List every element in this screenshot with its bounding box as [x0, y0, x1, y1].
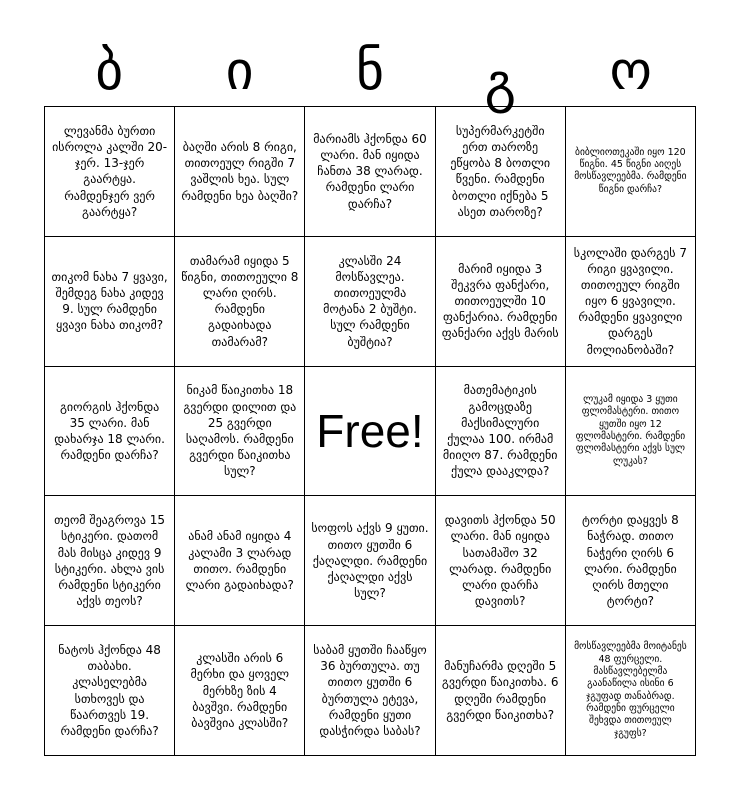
bingo-cell: ლუკამ იყიდა 3 ყუთი ფლომასტერი. თითო ყუთში იყო 12 ფლომასტერი. რამდენი ფლომასტერი აქვს სულ ლუკას? [566, 367, 696, 497]
bingo-cell: თამარამ იყიდა 5 წიგნი, თითოეული 8 ლარი ღირს. რამდენი გადაიხადა თამარამ? [175, 237, 305, 367]
bingo-cell: ბაღში არის 8 რიგი, თითოეულ რიგში 7 ვაშლის ხეა. სულ რამდენი ხეა ბაღში? [175, 107, 305, 237]
header-letter-4: გ [484, 51, 517, 114]
bingo-cell: მოსწავლეებმა მოიტანეს 48 ფურცელი. მასწავლებელმა გაანაწილა ისინი 6 ჯგუფად თანაბრად. რამდენი ფურცელი შეხვდა თითოეულ ჯგუფს? [566, 626, 696, 756]
header-letter-2: ი [225, 39, 254, 102]
bingo-cell: მარიმ იყიდა 3 შეკვრა ფანქარი, თითოეულში 10 ფანქარია. რამდენი ფანქარი აქვს მარის [436, 237, 566, 367]
bingo-cell: სოფოს აქვს 9 ყუთი. თითო ყუთში 6 ქაღალდი. რამდენი ქაღალდი აქვს სულ? [305, 496, 435, 626]
bingo-cell: კლასში არის 6 მერხი და ყოველ მერხზე ზის 4 ბავშვი. რამდენი ბავშვია კლასში? [175, 626, 305, 756]
bingo-header [44, 38, 696, 114]
bingo-cell: ტორტი დაყვეს 8 ნაჭრად. თითო ნაჭერი ღირს 6 ლარი. რამდენი ღირს მთელი ტორტი? [566, 496, 696, 626]
free-space: Free! [305, 367, 435, 497]
bingo-cell: მანუჩარმა დღეში 5 გვერდი წაიკითხა. 6 დღეში რამდენი გვერდი წაიკითხა? [436, 626, 566, 756]
bingo-cell: თიკომ ნახა 7 ყვავი, შემდეგ ნახა კიდევ 9. სულ რამდენი ყვავი ნახა თიკომ? [45, 237, 175, 367]
header-letter-3: ნ [355, 39, 385, 102]
bingo-cell: ბიბლიოთეკაში იყო 120 წიგნი. 45 წიგნი აიღეს მოსწავლეებმა. რამდენი წიგნი დარჩა? [566, 107, 696, 237]
header-letter-1: ბ [95, 39, 124, 102]
bingo-cell: ნიკამ წაიკითხა 18 გვერდი დილით და 25 გვერდი საღამოს. რამდენი გვერდი წაიკითხა სულ? [175, 367, 305, 497]
bingo-cell: მათემატიკის გამოცდაზე მაქსიმალური ქულაა 100. ირმამ მიიღო 87. რამდენი ქულა დააკლდა? [436, 367, 566, 497]
bingo-grid [44, 106, 696, 756]
bingo-cell: სუპერმარკეტში ერთ თაროზე ეწყობა 8 ბოთლი წვენი. რამდენი ბოთლი იქნება 5 ასეთ თაროზე? [436, 107, 566, 237]
bingo-cell: საბამ ყუთში ჩააწყო 36 ბურთულა. თუ თითო ყუთში 6 ბურთულა ეტევა, რამდენი ყუთი დასჭირდა საბას? [305, 626, 435, 756]
bingo-cell: მარიამს ჰქონდა 60 ლარი. მან იყიდა ჩანთა 38 ლარად. რამდენი ლარი დარჩა? [305, 107, 435, 237]
bingo-cell: კლასში 24 მოსწავლეა. თითოეულმა მოტანა 2 ბუშტი. სულ რამდენი ბუშტია? [305, 237, 435, 367]
bingo-cell: დავითს ჰქონდა 50 ლარი. მან იყიდა სათამაშო 32 ლარად. რამდენი ლარი დარჩა დავითს? [436, 496, 566, 626]
bingo-cell: თეომ შეაგროვა 15 სტიკერი. დათომ მას მისცა კიდევ 9 სტიკერი. ახლა ვის რამდენი სტიკერი აქვს თეოს? [45, 496, 175, 626]
bingo-cell: გიორგის ჰქონდა 35 ლარი. მან დახარჯა 18 ლარი. რამდენი დარჩა? [45, 367, 175, 497]
bingo-cell: სკოლაში დარგეს 7 რიგი ყვავილი. თითოეულ რიგში იყო 6 ყვავილი. რამდენი ყვავილი დარგეს მოლიანობაში? [566, 237, 696, 367]
header-letter-5: ო [609, 39, 652, 102]
bingo-cell: ნატოს ჰქონდა 48 თაბახი. კლასელებმა სთხოვეს და წაართვეს 19. რამდენი დარჩა? [45, 626, 175, 756]
bingo-cell: ლევანმა ბურთი ისროლა კალში 20-ჯერ. 13-ჯერ გაარტყა. რამდენჯერ ვერ გაარტყა? [45, 107, 175, 237]
bingo-cell: ანამ ანამ იყიდა 4 კალამი 3 ლარად თითო. რამდენი ლარი გადაიხადა? [175, 496, 305, 626]
